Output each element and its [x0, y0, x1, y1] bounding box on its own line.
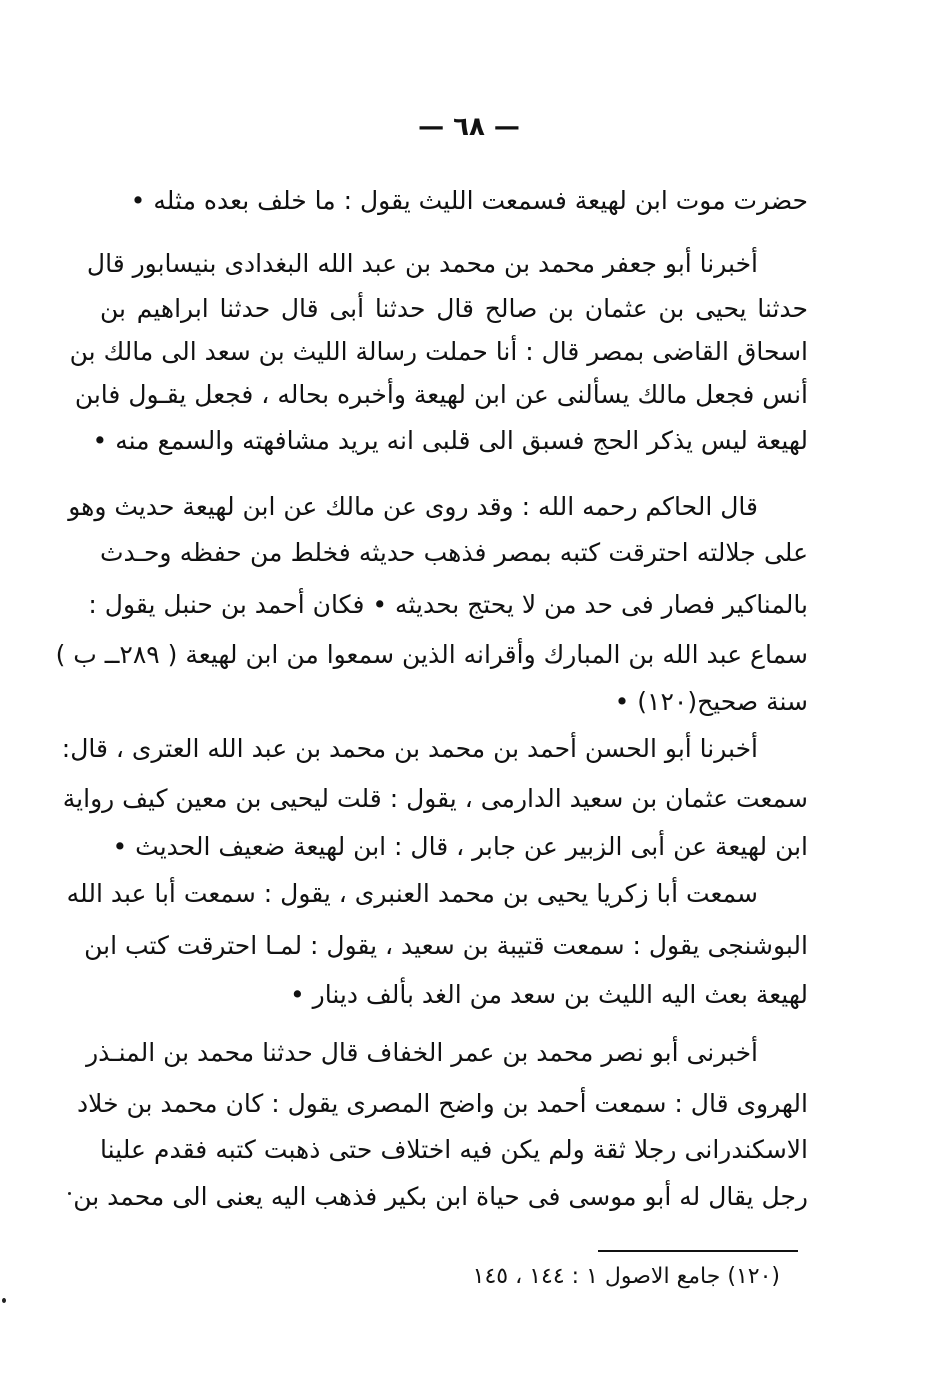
text-line: سماع عبد الله بن المبارك وأقرانه الذين سمعوا من ابن لهيعة ( ٢٨٩ــ ب ) [55, 640, 808, 669]
text-line: أخبرنا أبو جعفر محمد بن محمد بن عبد الله البغدادى بنيسابور قال [86, 249, 758, 278]
text-line: حضرت موت ابن لهيعة فسمعت الليث يقول : ما خلف بعده مثله • [130, 186, 808, 215]
text-line: على جلالته احترقت كتبه بمصر فذهب حديثه فخلط من حفظه وحـدث [100, 538, 808, 567]
text-line: حدثنا يحيى بن عثمان بن صالح قال حدثنا أبى قال حدثنا ابراهيم بن [100, 294, 808, 323]
text-line: لهيعة بعث اليه الليث بن سعد من الغد بألف دينار • [289, 980, 808, 1009]
text-line: قال الحاكم رحمه الله : وقد روى عن مالك عن ابن لهيعة حديث وهو [68, 492, 758, 521]
text-line: ابن لهيعة عن أبى الزبير عن جابر ، قال : ابن لهيعة ضعيف الحديث • [112, 832, 808, 861]
scan-speck [2, 1298, 6, 1303]
text-line: لهيعة ليس يذكر الحج فسبق الى قلبى انه يريد مشافهته والسمع منه • [92, 426, 808, 455]
footnote-divider [598, 1250, 798, 1252]
text-line: البوشنجى يقول : سمعت قتيبة بن سعيد ، يقول : لمـا احترقت كتب ابن [84, 931, 808, 960]
text-line: سنة صحيح(١٢٠) • [614, 687, 808, 716]
footnote: (١٢٠) جامع الاصول ١ : ١٤٤ ، ١٤٥ [472, 1264, 780, 1289]
text-line: سمعت أبا زكريا يحيى بن محمد العنبرى ، يقول : سمعت أبا عبد الله [66, 879, 758, 908]
text-line: اسحاق القاضى بمصر قال : أنا حملت رسالة الليث بن سعد الى مالك بن [69, 337, 808, 366]
text-line: بالمناكير فصار فى حد من لا يحتج بحديثه • فكان أحمد بن حنبل يقول : [88, 590, 808, 619]
text-line: أخبرنا أبو الحسن أحمد بن محمد بن محمد بن عبد الله العترى ، قال: [61, 734, 758, 763]
text-line: الاسكندرانى رجلا ثقة ولم يكن فيه اختلاف حتى ذهبت كتبه فقدم علينا [100, 1135, 808, 1164]
page-number: — ٦٨ — [418, 112, 520, 142]
text-line: أخبرنى أبو نصر محمد بن عمر الخفاف قال حدثنا محمد بن المنـذر [86, 1038, 758, 1067]
scan-speck [68, 1192, 71, 1195]
text-line: أنس فجعل مالك يسألنى عن ابن لهيعة وأخبره بحاله ، فجعل يقـول فابن [74, 380, 808, 409]
text-line: الهروى قال : سمعت أحمد بن واضح المصرى يقول : كان محمد بن خلاد [77, 1089, 808, 1118]
text-line: رجل يقال له أبو موسى فى حياة ابن بكير فذهب اليه يعنى الى محمد بن [73, 1182, 808, 1211]
text-line: سمعت عثمان بن سعيد الدارمى ، يقول : قلت ليحيى بن معين كيف رواية [62, 784, 808, 813]
